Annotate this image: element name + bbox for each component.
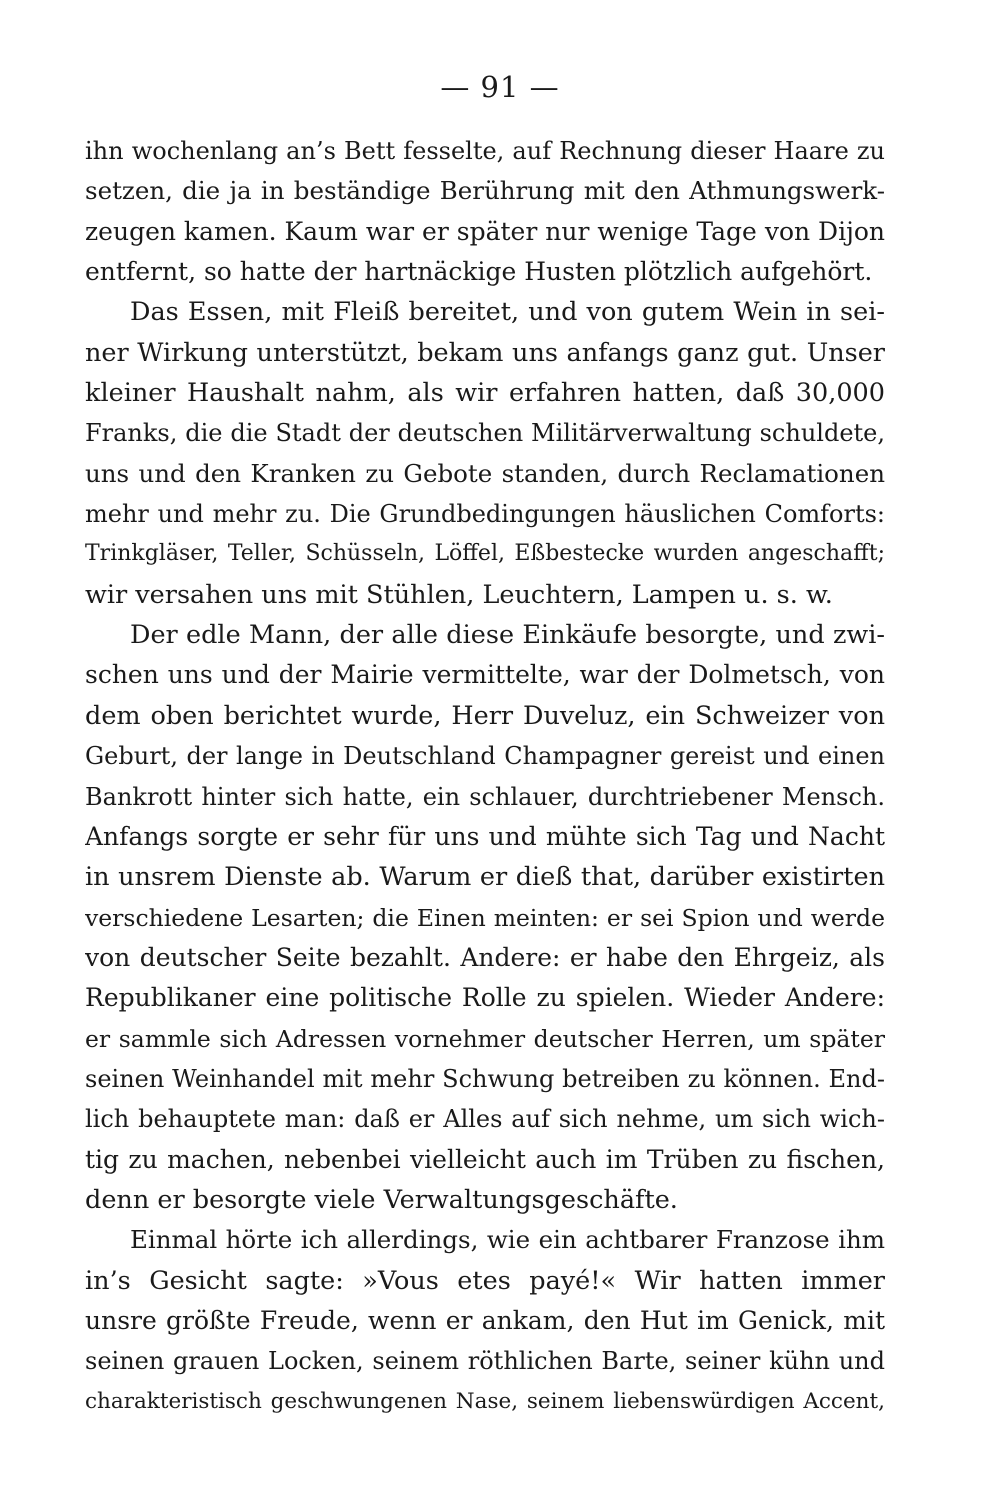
text-line: dem oben berichtet wurde, Herr Duveluz, ein Schweizer von <box>85 700 885 731</box>
text-line: entfernt, so hatte der hartnäckige Husten plötzlich aufgehört. <box>85 257 873 287</box>
text-line: wir versahen uns mit Stühlen, Leuchtern, Lampen u. s. w. <box>85 579 833 610</box>
body-text <box>85 131 885 1422</box>
text-line: ihn wochenlang an’s Bett fesselte, auf Rechnung dieser Haare zu <box>85 137 885 165</box>
text-line: in’s Gesicht sagte: »Vous etes payé!« Wir hatten immer <box>85 1265 885 1296</box>
text-line: uns und den Kranken zu Gebote standen, durch Reclamationen <box>85 458 885 488</box>
paragraph <box>85 615 885 1220</box>
text-line: seinen grauen Locken, seinem röthlichen Barte, seiner kühn und <box>85 1347 885 1376</box>
page-number: — 91 — <box>440 70 560 104</box>
text-line: Das Essen, mit Fleiß bereitet, und von gutem Wein in sei- <box>130 297 885 328</box>
text-line: unsre größte Freude, wenn er ankam, den Hut im Genick, mit <box>85 1305 885 1335</box>
text-line: Der edle Mann, der alle diese Einkäufe besorgte, und zwi- <box>130 620 885 651</box>
text-line: seinen Weinhandel mit mehr Schwung betreiben zu können. End- <box>85 1064 885 1093</box>
text-line: tig zu machen, nebenbei vielleicht auch im Trüben zu fischen, <box>85 1144 885 1174</box>
text-line: Einmal hörte ich allerdings, wie ein achtbarer Franzose ihm <box>130 1225 885 1255</box>
text-line: von deutscher Seite bezahlt. Andere: er habe den Ehrgeiz, als <box>85 942 885 972</box>
text-line: setzen, die ja in beständige Berührung mit den Athmungswerk- <box>85 176 885 206</box>
text-line: ner Wirkung unterstützt, bekam uns anfangs ganz gut. Unser <box>85 337 885 368</box>
paragraph <box>85 1220 885 1422</box>
text-line: mehr und mehr zu. Die Grundbedingungen häuslichen Comforts: <box>85 500 885 529</box>
text-line: Franks, die die Stadt der deutschen Militärverwaltung schuldete, <box>85 419 885 448</box>
paragraph <box>85 292 885 615</box>
text-line: in unsrem Dienste ab. Warum er dieß that, darüber existirten <box>85 862 885 893</box>
text-line: schen uns und der Mairie vermittelte, war der Dolmetsch, von <box>85 660 885 690</box>
text-line: Bankrott hinter sich hatte, ein schlauer, durchtriebener Mensch. <box>85 782 885 811</box>
text-line: charakteristisch geschwungenen Nase, seinem liebenswürdigen Accent, <box>85 1388 885 1414</box>
text-line: verschiedene Lesarten; die Einen meinten: er sei Spion und werde <box>85 903 885 932</box>
text-line: Trinkgläser, Teller, Schüsseln, Löffel, Eßbestecke wurden angeschafft; <box>85 541 885 567</box>
text-line: denn er besorgte viele Verwaltungsgeschäfte. <box>85 1184 678 1215</box>
text-line: Anfangs sorgte er sehr für uns und mühte sich Tag und Nacht <box>85 821 885 851</box>
text-line: Geburt, der lange in Deutschland Champagner gereist und einen <box>85 742 885 771</box>
text-line: zeugen kamen. Kaum war er später nur wenige Tage von Dijon <box>85 216 885 246</box>
text-line: er sammle sich Adressen vornehmer deutscher Herren, um später <box>85 1024 885 1053</box>
text-line: kleiner Haushalt nahm, als wir erfahren hatten, daß 30,000 <box>85 378 885 409</box>
text-line: Republikaner eine politische Rolle zu spielen. Wieder Andere: <box>85 983 885 1013</box>
paragraph <box>85 131 885 292</box>
text-line: lich behauptete man: daß er Alles auf sich nehme, um sich wich- <box>85 1105 885 1134</box>
